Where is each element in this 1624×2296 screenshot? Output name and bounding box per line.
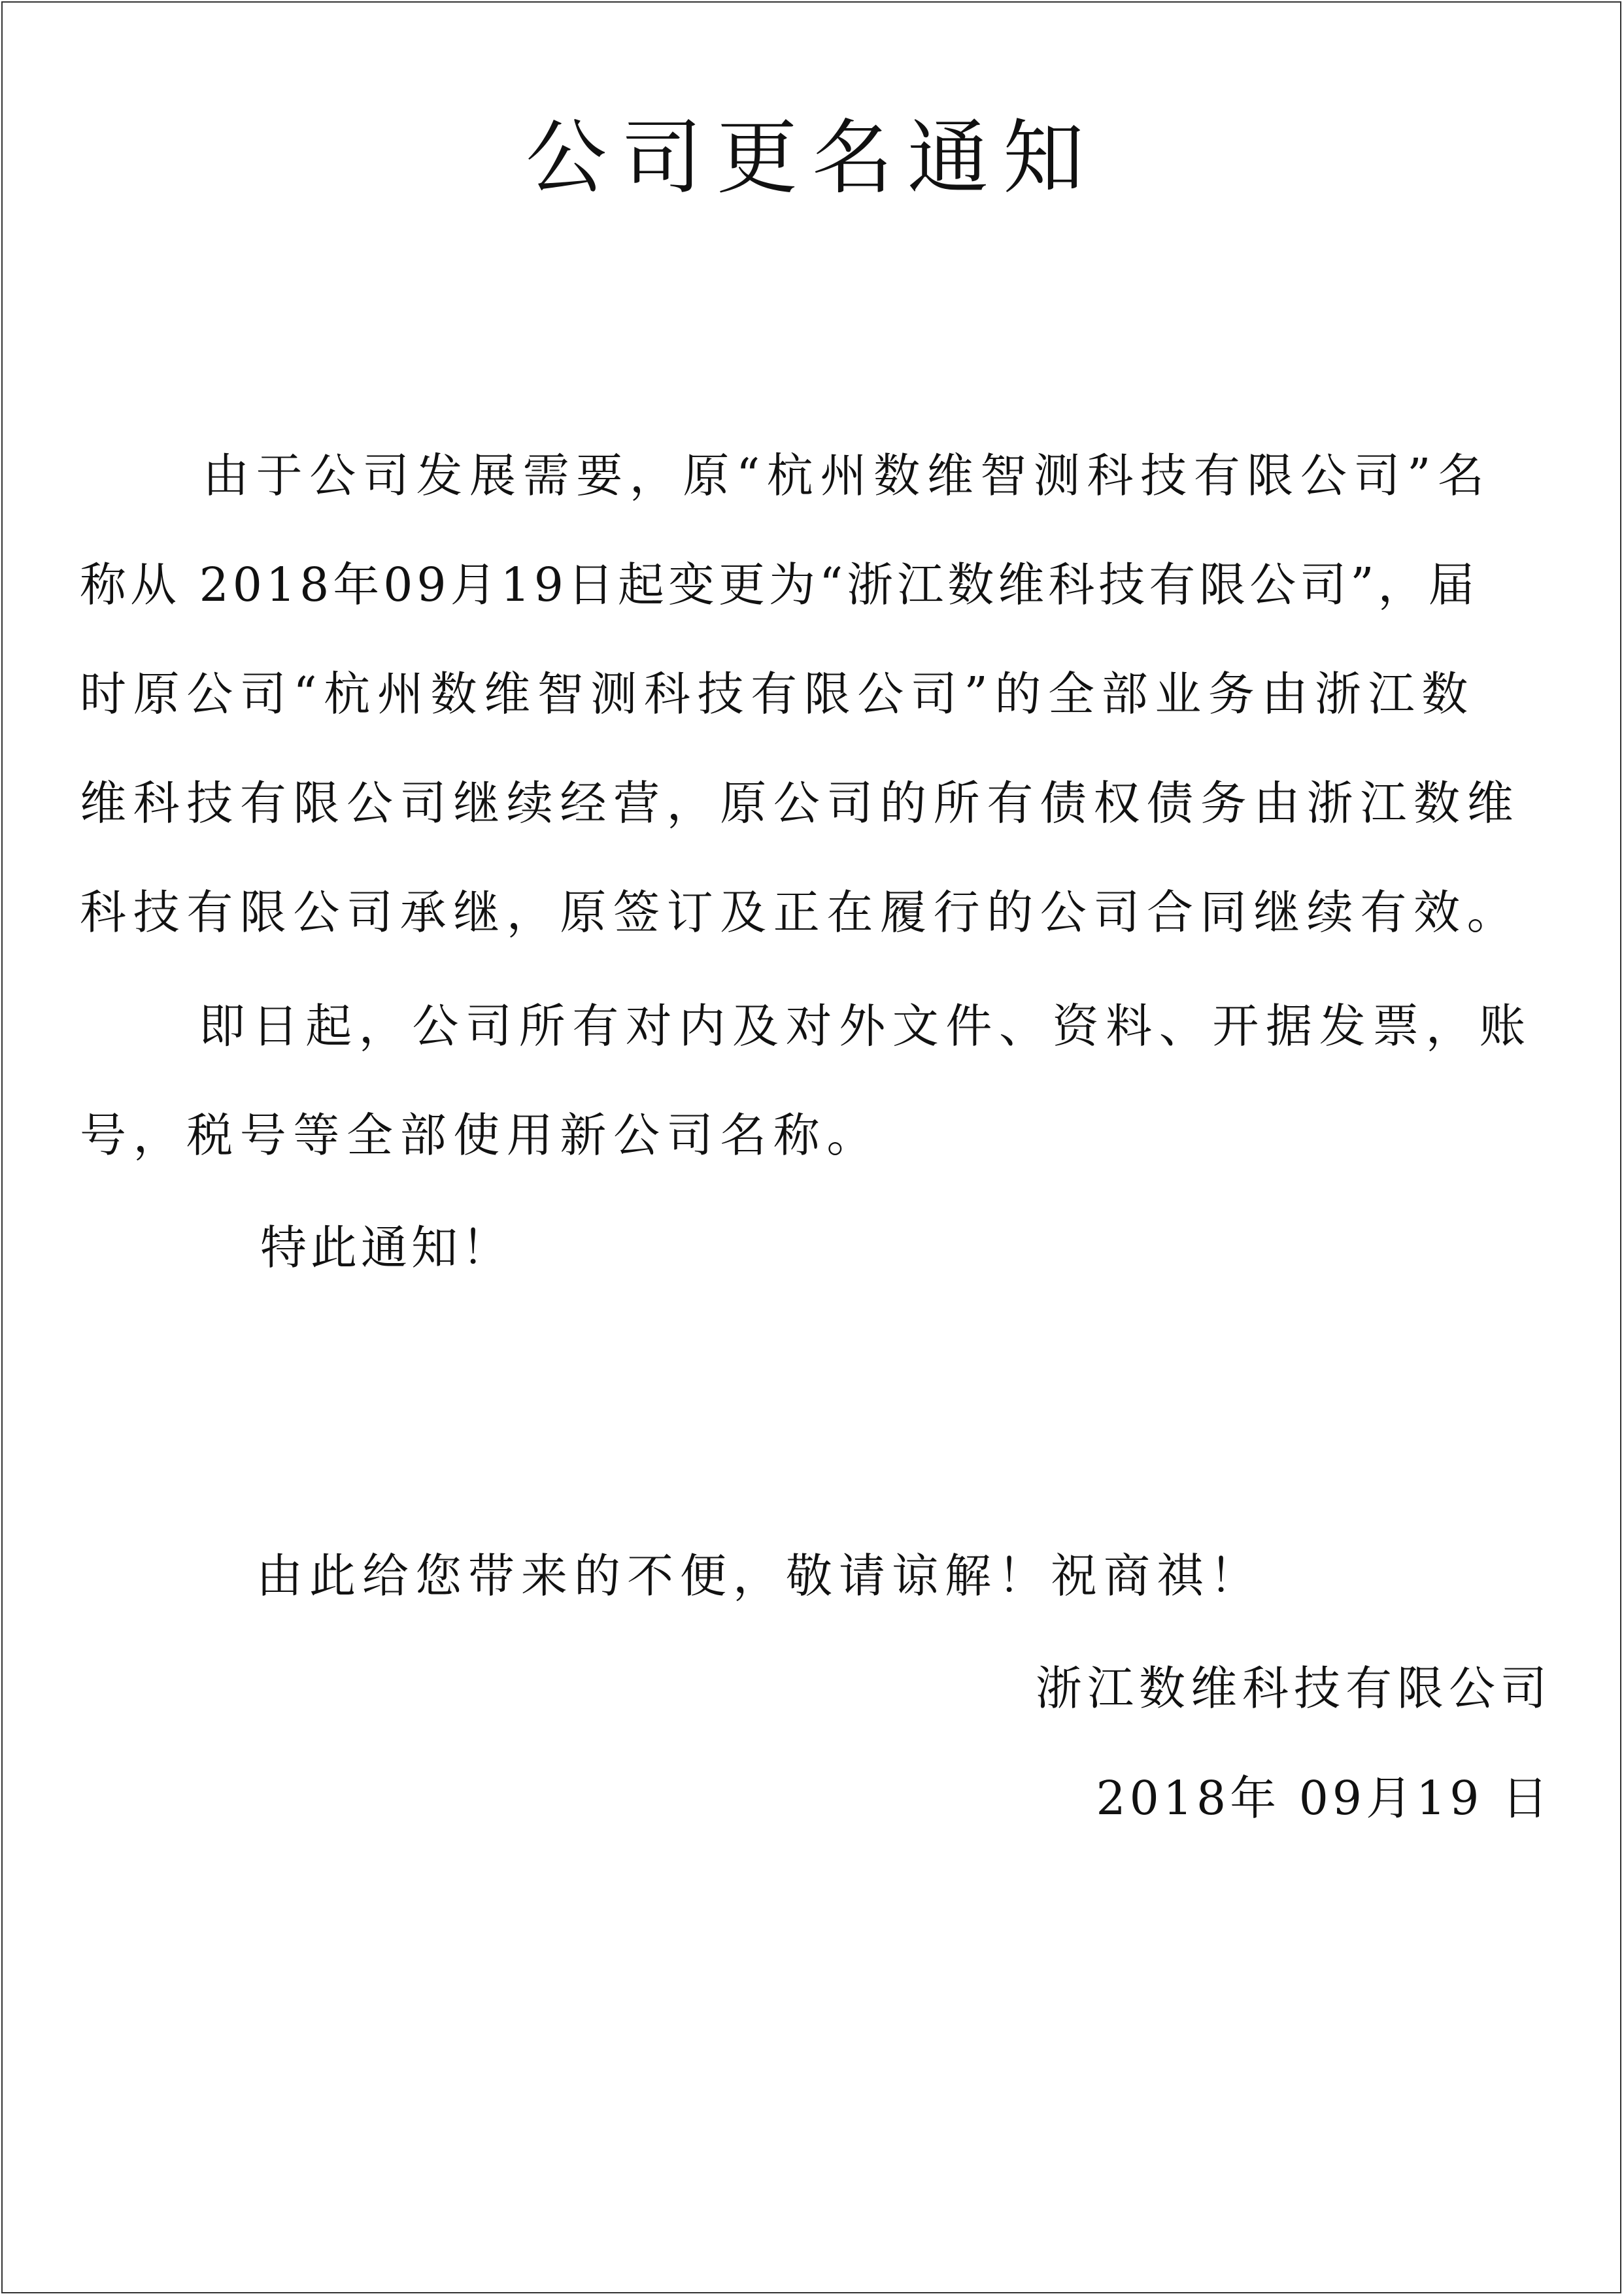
announcement-line: 特此通知！	[260, 1221, 513, 1275]
paragraph-line: 号，税号等全部使用新公司名称。	[80, 1108, 881, 1162]
closing-line: 由此给您带来的不便，敬请谅解！祝商祺！	[256, 1549, 1263, 1603]
paragraph-line: 时原公司“杭州数维智测科技有限公司”的全部业务由浙江数	[80, 667, 1475, 721]
paragraph-line: 科技有限公司承继，原签订及正在履行的公司合同继续有效。	[80, 885, 1521, 939]
signature-company: 浙江数维科技有限公司	[1035, 1661, 1552, 1715]
paragraph-line: 维科技有限公司继续经营，原公司的所有债权债务由浙江数维	[80, 776, 1521, 830]
paragraph-line: 由于公司发展需要，原“杭州数维智测科技有限公司”名	[203, 448, 1491, 503]
paragraph-line: 即日起，公司所有对内及对外文件、资料、开据发票，账	[199, 999, 1533, 1053]
notice-title: 公司更名通知	[525, 111, 1098, 205]
signature-date: 2018年 09月19 日	[1096, 1771, 1552, 1825]
paragraph-line: 称从 2018年09月19日起变更为“浙江数维科技有限公司”，届	[80, 558, 1479, 612]
